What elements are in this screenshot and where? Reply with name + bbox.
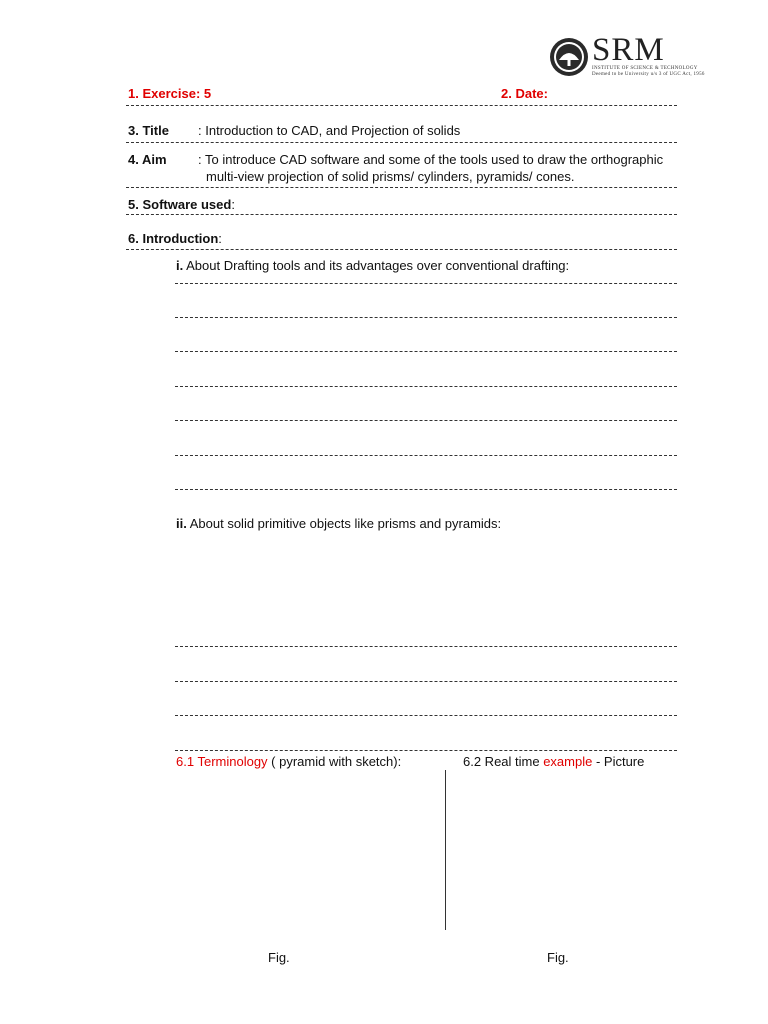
example-picture-area[interactable]	[452, 776, 677, 926]
introduction-field	[128, 231, 222, 247]
answer-line[interactable]	[175, 489, 677, 490]
date-label: 2. Date:	[501, 86, 548, 101]
question-2-text: About solid primitive objects like prisms and pyramids:	[186, 516, 502, 531]
answer-line[interactable]	[175, 317, 677, 318]
answer-line[interactable]	[175, 386, 677, 387]
aim-label: 4. Aim	[128, 152, 167, 167]
terminology-sketch-area[interactable]	[176, 776, 438, 926]
srm-logo	[548, 32, 705, 80]
software-colon: :	[231, 197, 235, 212]
answer-line[interactable]	[175, 646, 677, 647]
question-1-numeral: i.	[176, 258, 184, 273]
answer-line[interactable]	[175, 681, 677, 682]
answer-line[interactable]	[175, 420, 677, 421]
question-2-numeral: ii.	[176, 516, 187, 531]
srm-emblem-icon	[548, 36, 590, 78]
logo-subtitle-line2: Deemed to be University u/s 3 of UGC Act, 1956	[592, 72, 705, 77]
logo-brand-text: SRM	[592, 32, 665, 68]
answer-line[interactable]	[175, 455, 677, 456]
introduction-label: 6. Introduction	[128, 231, 219, 246]
software-divider	[126, 214, 677, 215]
example-suffix: - Picture	[592, 754, 645, 769]
title-divider	[126, 142, 677, 143]
logo-subtitle	[592, 66, 705, 78]
exercise-label: 1. Exercise: 5	[128, 86, 212, 101]
software-label: 5. Software used	[128, 197, 232, 212]
introduction-colon: :	[218, 231, 222, 246]
header-divider	[126, 105, 677, 106]
answer-line[interactable]	[175, 351, 677, 352]
example-heading	[463, 754, 644, 770]
example-prefix: 6.2 Real time	[463, 754, 544, 769]
answer-line[interactable]	[175, 715, 677, 716]
aim-value-line2: multi-view projection of solid prisms/ cylinders, pyramids/ cones.	[206, 169, 575, 184]
question-solid-primitives	[176, 516, 501, 532]
section-divider	[445, 770, 446, 930]
answer-line[interactable]	[175, 750, 677, 751]
aim-divider	[126, 187, 677, 188]
terminology-suffix: ( pyramid with sketch):	[267, 754, 402, 769]
title-value: : Introduction to CAD, and Projection of solids	[198, 123, 461, 138]
aim-value-line1: : To introduce CAD software and some of the tools used to draw the orthographic	[198, 152, 664, 167]
example-label: example	[543, 754, 593, 769]
logo-subtitle-line1: INSTITUTE OF SCIENCE & TECHNOLOGY	[592, 66, 698, 71]
title-label: 3. Title	[128, 123, 169, 138]
terminology-label: Terminology	[197, 754, 268, 769]
example-fig-caption: Fig.	[547, 950, 569, 965]
question-1-text: About Drafting tools and its advantages over conventional drafting:	[183, 258, 570, 273]
terminology-number: 6.1	[176, 754, 195, 769]
question-drafting-tools	[176, 258, 569, 274]
terminology-heading	[176, 754, 401, 770]
terminology-fig-caption: Fig.	[268, 950, 290, 965]
software-field	[128, 197, 235, 213]
answer-line[interactable]	[175, 283, 677, 284]
introduction-divider	[126, 249, 677, 250]
